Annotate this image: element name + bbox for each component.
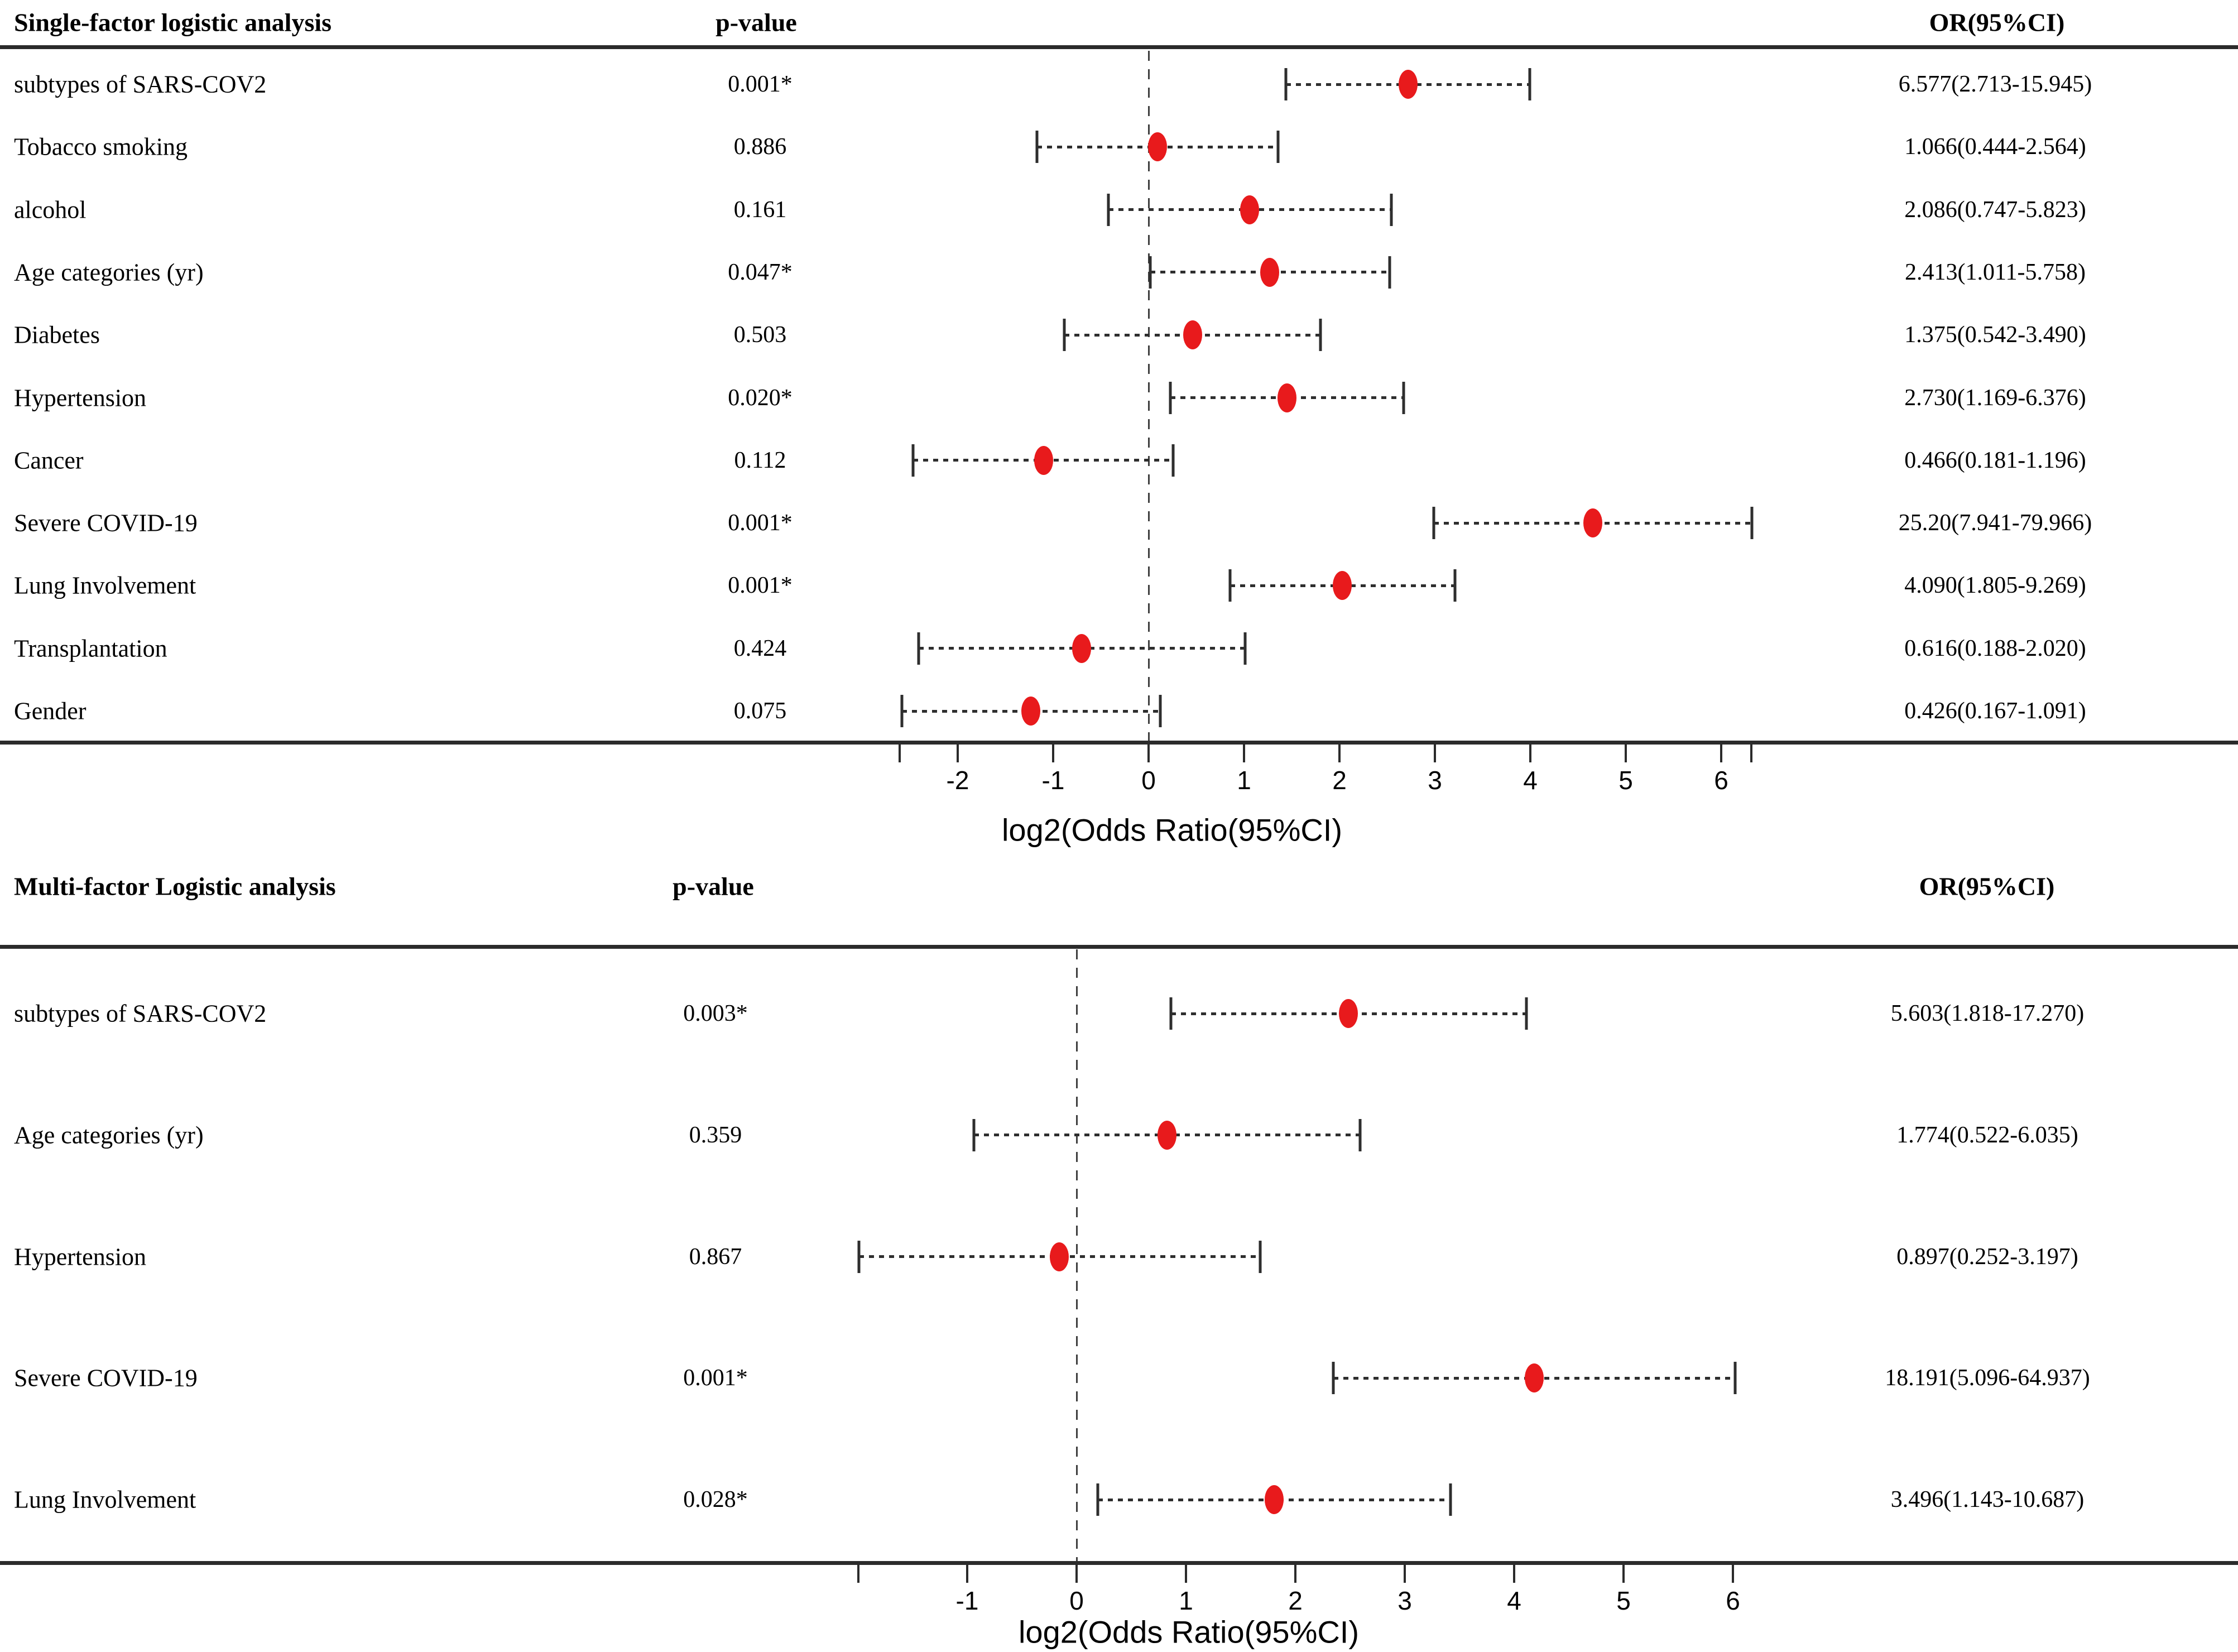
or-ci-value: 0.897(0.252-3.197)	[1896, 1243, 2078, 1270]
p-value: 0.001*	[728, 71, 793, 97]
ci-cap-right	[1319, 319, 1322, 351]
ci-cap-right	[1159, 695, 1162, 727]
or-ci-value: 3.496(1.143-10.687)	[1890, 1487, 2085, 1513]
or-marker	[1525, 1363, 1544, 1392]
row-label: subtypes of SARS-COV2	[14, 70, 267, 98]
row-label: alcohol	[14, 196, 87, 224]
p-value: 0.001*	[683, 1365, 748, 1391]
ci-cap-left	[1035, 131, 1038, 163]
ci-cap-left	[1285, 68, 1288, 100]
p-value: 0.001*	[728, 510, 793, 536]
axis-tick-label: 1	[1179, 1586, 1193, 1615]
or-marker	[1183, 320, 1202, 349]
axis-tick	[1720, 745, 1722, 762]
or-marker	[1399, 70, 1418, 99]
axis-tick-label: 4	[1523, 766, 1538, 795]
header-rule	[0, 945, 2238, 949]
row-label: Tobacco smoking	[14, 133, 188, 161]
axis-tick	[1147, 745, 1150, 762]
or-marker	[1148, 132, 1167, 161]
ci-cap-left	[912, 444, 915, 477]
ci-cap-right	[1750, 507, 1753, 539]
or-ci-value: 0.426(0.167-1.091)	[1904, 698, 2086, 724]
ci-cap-right	[1525, 997, 1528, 1030]
ci-cap-left	[1063, 319, 1065, 351]
or-marker	[1240, 195, 1259, 224]
p-value: 0.886	[733, 134, 787, 160]
ci-cap-left	[917, 632, 920, 665]
row-label: Transplantation	[14, 635, 167, 662]
or-ci-value: 1.375(0.542-3.490)	[1904, 322, 2086, 348]
p-value: 0.003*	[683, 1001, 748, 1026]
row-label: Hypertension	[14, 384, 147, 411]
or-ci-value: 2.086(0.747-5.823)	[1904, 196, 2086, 223]
or-ci-value: 0.466(0.181-1.196)	[1904, 447, 2086, 473]
row-label: Cancer	[14, 446, 84, 474]
axis-rule	[0, 741, 2238, 745]
axis-tick	[1513, 1565, 1515, 1583]
p-value-header: p-value	[715, 8, 797, 37]
or-marker	[1583, 508, 1602, 537]
row-label: Age categories (yr)	[14, 258, 204, 286]
ci-cap-left	[901, 695, 904, 727]
axis-tick	[1622, 1565, 1625, 1583]
axis-tick	[1732, 1565, 1734, 1583]
or-ci-value: 2.730(1.169-6.376)	[1904, 385, 2086, 411]
row-label: Diabetes	[14, 321, 100, 349]
or-marker	[1021, 697, 1040, 726]
axis-tick-label: 3	[1428, 766, 1442, 795]
ci-cap-right	[1403, 382, 1405, 414]
ci-cap-right	[1529, 68, 1531, 100]
axis-tick	[1075, 1565, 1078, 1583]
ci-cap-right	[1244, 632, 1247, 665]
or-ci-value: 1.774(0.522-6.035)	[1896, 1122, 2078, 1148]
p-value: 0.028*	[683, 1487, 748, 1513]
ci-cap-left	[973, 1119, 976, 1151]
axis-end-tick	[1750, 745, 1752, 762]
axis-tick-label: 4	[1507, 1586, 1521, 1615]
axis-tick	[966, 1565, 968, 1583]
ci-cap-left	[1149, 256, 1151, 289]
axis-rule	[0, 1561, 2238, 1565]
axis-tick-label: -1	[955, 1586, 979, 1615]
x-axis-label: log2(Odds Ratio(95%CI)	[1018, 1614, 1360, 1650]
ci-cap-left	[1169, 382, 1171, 414]
ci-cap-right	[1277, 131, 1280, 163]
p-value: 0.359	[689, 1122, 742, 1148]
axis-tick	[1185, 1565, 1187, 1583]
axis-end-tick	[857, 1565, 859, 1583]
ci-cap-left	[1107, 194, 1110, 226]
row-label: Lung Involvement	[14, 572, 196, 599]
header-rule	[0, 45, 2238, 49]
or-header: OR(95%CI)	[1919, 872, 2055, 901]
row-label: Hypertension	[14, 1243, 147, 1271]
or-marker	[1158, 1121, 1176, 1150]
ci-cap-right	[1359, 1119, 1362, 1151]
x-axis-label: log2(Odds Ratio(95%CI)	[1001, 812, 1343, 848]
axis-tick	[1434, 745, 1436, 762]
axis-tick	[957, 745, 959, 762]
row-label: Age categories (yr)	[14, 1121, 204, 1149]
ci-cap-right	[1390, 194, 1392, 226]
axis-tick	[1294, 1565, 1296, 1583]
or-marker	[1339, 999, 1358, 1028]
or-marker	[1260, 258, 1279, 287]
ci-cap-right	[1259, 1241, 1261, 1273]
axis-tick-label: 3	[1397, 1586, 1412, 1615]
or-marker	[1072, 634, 1091, 663]
ci-cap-left	[1170, 997, 1173, 1030]
row-label: Severe COVID-19	[14, 509, 198, 537]
p-value: 0.112	[734, 447, 786, 473]
ci-cap-left	[1228, 569, 1231, 602]
or-marker	[1333, 571, 1352, 600]
p-value: 0.161	[733, 196, 787, 223]
ci-cap-left	[1433, 507, 1435, 539]
or-ci-value: 2.413(1.011-5.758)	[1905, 259, 2086, 285]
ci-cap-left	[1096, 1483, 1099, 1516]
or-marker	[1034, 446, 1053, 475]
p-value: 0.001*	[728, 573, 793, 599]
ci-cap-right	[1454, 569, 1457, 602]
axis-tick-label: 2	[1288, 1586, 1303, 1615]
panel-title: Multi-factor Logistic analysis	[14, 872, 336, 901]
or-ci-value: 0.616(0.188-2.020)	[1904, 635, 2086, 661]
axis-tick	[1243, 745, 1245, 762]
or-marker	[1278, 383, 1296, 412]
row-label: subtypes of SARS-COV2	[14, 1000, 267, 1027]
p-value: 0.503	[733, 322, 787, 348]
axis-tick	[1529, 745, 1531, 762]
ci-cap-left	[858, 1241, 861, 1273]
or-marker	[1050, 1242, 1069, 1271]
p-value: 0.075	[733, 698, 787, 724]
axis-end-tick	[899, 745, 901, 762]
axis-tick	[1052, 745, 1054, 762]
axis-tick-label: 2	[1332, 766, 1347, 795]
panel-title: Single-factor logistic analysis	[14, 8, 332, 37]
row-label: Lung Involvement	[14, 1486, 196, 1514]
axis-tick-label: 5	[1619, 766, 1633, 795]
p-value: 0.047*	[728, 259, 793, 285]
axis-tick	[1404, 1565, 1406, 1583]
axis-tick-label: 0	[1069, 1586, 1084, 1615]
ci-cap-left	[1332, 1362, 1335, 1394]
axis-tick	[1338, 745, 1341, 762]
axis-tick-label: 6	[1714, 766, 1728, 795]
row-label: Severe COVID-19	[14, 1364, 198, 1392]
ci-cap-right	[1734, 1362, 1737, 1394]
p-value: 0.424	[733, 635, 787, 661]
ci-cap-right	[1449, 1483, 1452, 1516]
ci-cap-right	[1388, 256, 1391, 289]
axis-tick-label: -1	[1041, 766, 1065, 795]
axis-tick	[1625, 745, 1627, 762]
or-marker	[1265, 1485, 1284, 1514]
or-ci-value: 4.090(1.805-9.269)	[1904, 573, 2086, 599]
axis-tick-label: -2	[946, 766, 969, 795]
or-header: OR(95%CI)	[1929, 8, 2065, 37]
axis-tick-label: 6	[1726, 1586, 1740, 1615]
or-ci-value: 1.066(0.444-2.564)	[1904, 134, 2086, 160]
or-ci-value: 5.603(1.818-17.270)	[1890, 1001, 2085, 1026]
or-ci-value: 6.577(2.713-15.945)	[1898, 71, 2092, 97]
ci-cap-right	[1172, 444, 1175, 477]
row-label: Gender	[14, 697, 87, 725]
p-value-header: p-value	[673, 872, 754, 901]
or-ci-value: 25.20(7.941-79.966)	[1898, 510, 2092, 536]
p-value: 0.020*	[728, 385, 793, 411]
axis-tick-label: 5	[1616, 1586, 1631, 1615]
axis-tick-label: 1	[1237, 766, 1251, 795]
p-value: 0.867	[689, 1243, 742, 1270]
axis-tick-label: 0	[1141, 766, 1156, 795]
or-ci-value: 18.191(5.096-64.937)	[1885, 1365, 2090, 1391]
